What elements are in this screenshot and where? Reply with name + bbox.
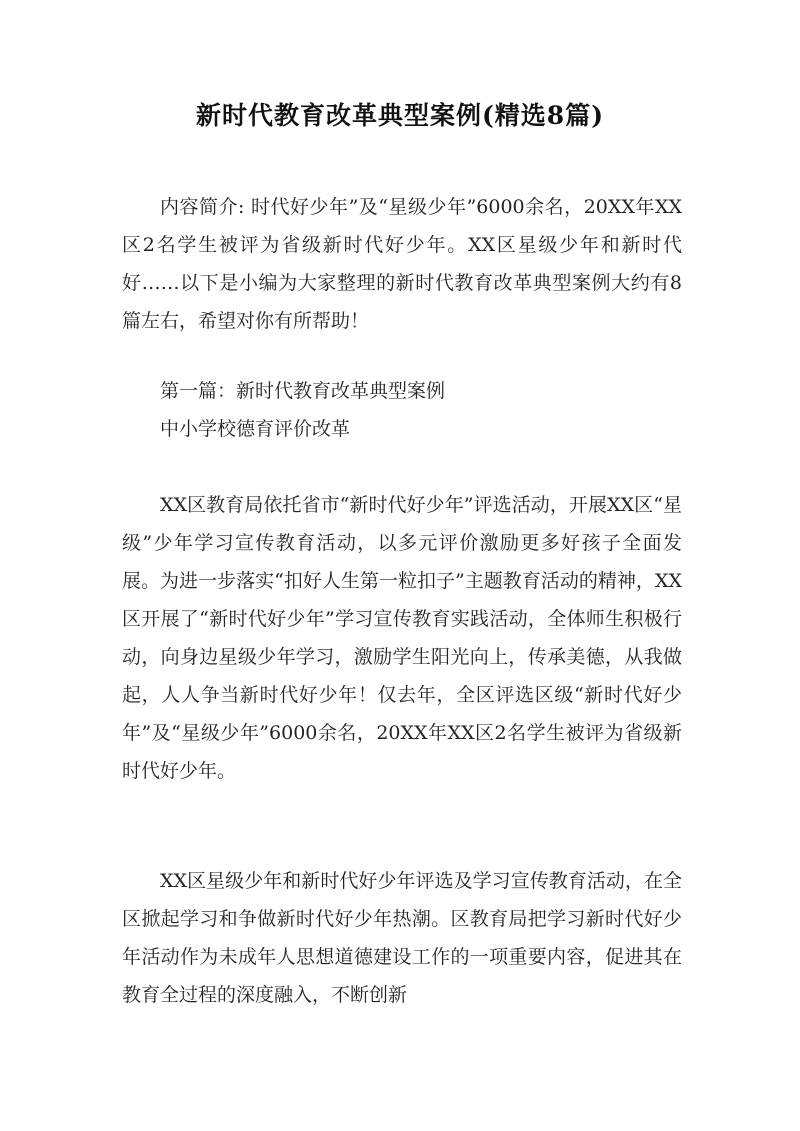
body-paragraph: XX区星级少年和新时代好少年评选及学习宣传教育活动，在全区掀起学习和争做新时代好少年热潮。区教育局把学习新时代好少年活动作为未成年人思想道德建设工作的一项重要内容，促进其在教育全过程的深度融入，不断创新 [122,870,682,1006]
document-title: 新时代教育改革典型案例(精选8篇) [195,101,605,130]
intro-paragraph: 内容简介: 时代好少年”及“星级少年”6000余名，20XX年XX区2名学生被评为省级新时代好少年。XX区星级少年和新时代好……以下是小编为大家整理的新时代教育改革典型案例大约有8篇左右，希望对你有所帮助！ [122,196,682,332]
body-paragraph: XX区教育局依托省市“新时代好少年”评选活动，开展XX区“星级”少年学习宣传教育活动，以多元评价激励更多好孩子全面发展。为进一步落实“扣好人生第一粒扣子”主题教育活动的精神，XX区开展了“新时代好少年”学习宣传教育实践活动，全体师生积极行动，向身边星级少年学习，激励学生阳光向上，传承美德，从我做起，人人争当新时代好少年！仅去年，全区评选区级“新时代好少年”及“星级少年”6000余名，20XX年XX区2名学生被评为省级新时代好少年。 [122,494,682,782]
section-subheading: 中小学校德育评价改革 [160,418,351,440]
section-heading: 第一篇：新时代教育改革典型案例 [160,380,446,402]
